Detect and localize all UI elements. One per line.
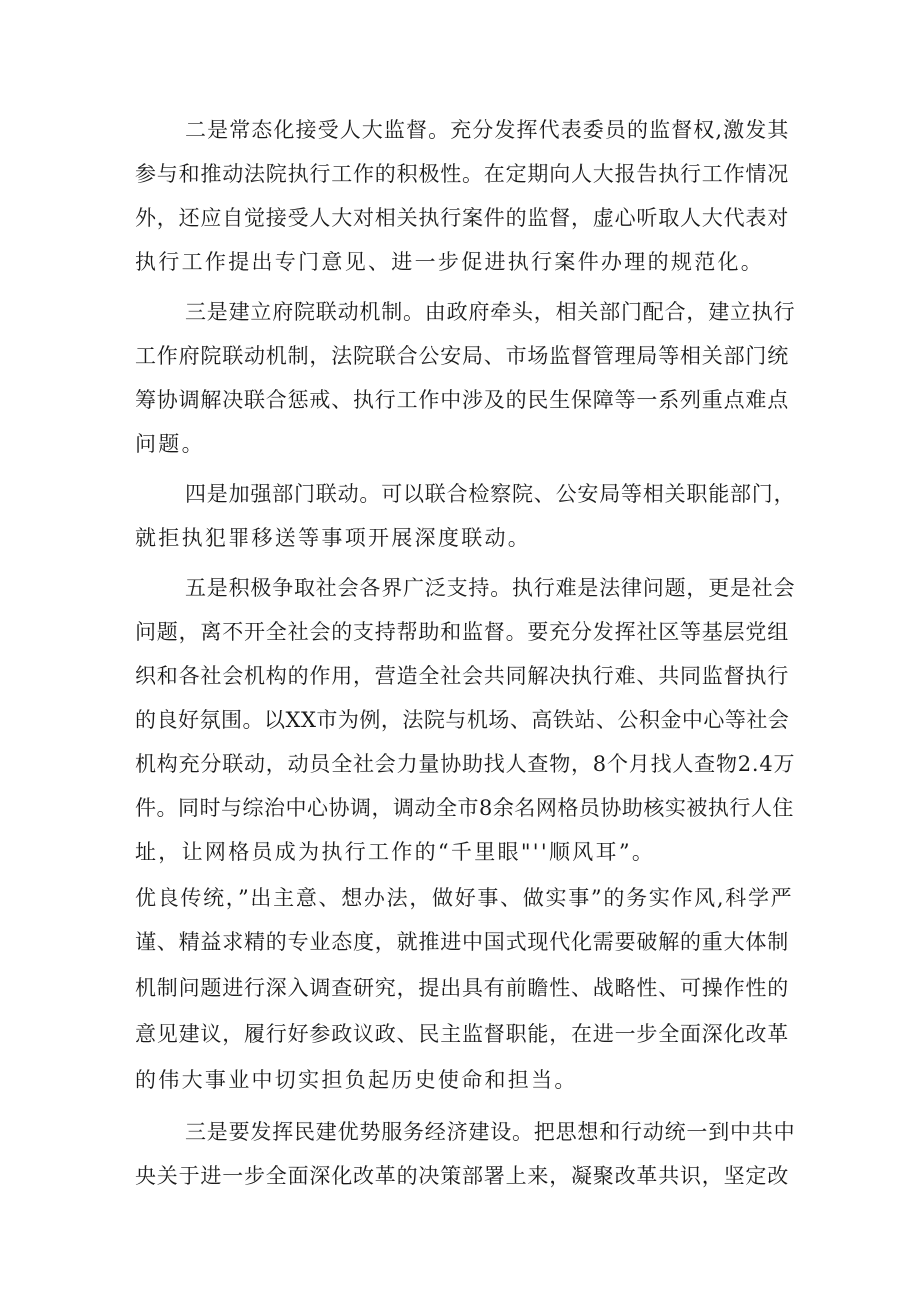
paragraph-6-line-4: 意见建议，履行好参政议政、民主监督职能，在进一步全面深化改革: [135, 1022, 789, 1046]
paragraph-3-line-4: 问题。: [135, 432, 205, 456]
paragraph-6-line-1: 优良传统，”出主意、想办法，做好事、做实事”的务实作风,科学严: [135, 886, 794, 910]
paragraph-3-line-3: 筹协调解决联合惩戒、执行工作中涉及的民生保障等一系列重点难点: [135, 388, 789, 412]
paragraph-2-line-2: 参与和推动法院执行工作的积极性。在定期向人大报告执行工作情况: [135, 162, 789, 186]
paragraph-6-line-2: 谨、精益求精的专业态度，就推进中国式现代化需要破解的重大体制: [135, 930, 789, 954]
paragraph-2-line-3: 外，还应自觉接受人大对相关执行案件的监督，虚心听取人大代表对: [135, 206, 789, 230]
paragraph-3-line-1: 三是建立府院联动机制。由政府牵头，相关部门配合，建立执行: [185, 300, 796, 324]
paragraph-2-line-1: 二是常态化接受人大监督。充分发挥代表委员的监督权,激发其: [185, 118, 790, 142]
paragraph-6-line-5: 的伟大事业中切实担负起历史使命和担当。: [135, 1068, 578, 1092]
paragraph-5-line-7: 址，让网格员成为执行工作的“千里眼"''顺风耳”。: [135, 840, 656, 864]
paragraph-5-line-4: 的良好氛围。以XX市为例，法院与机场、高铁站、公积金中心等社会: [135, 708, 790, 732]
paragraph-7-line-2: 央关于进一步全面深化改革的决策部署上来，凝聚改革共识，坚定改: [135, 1164, 789, 1188]
paragraph-7-line-1: 三是要发挥民建优势服务经济建设。把思想和行动统一到中共中: [185, 1120, 796, 1144]
paragraph-5-line-3: 织和各社会机构的作用，营造全社会共同解决执行难、共同监督执行: [135, 664, 789, 688]
paragraph-4-line-1: 四是加强部门联动。可以联合检察院、公安局等相关职能部门，: [185, 482, 796, 506]
paragraph-5-line-5: 机构充分联动，动员全社会力量协助找人查物，8个月找人查物2.4万: [135, 752, 796, 776]
paragraph-5-line-6: 件。同时与综治中心协调，调动全市8余名网格员协助核实被执行人住: [135, 796, 794, 820]
paragraph-3-line-2: 工作府院联动机制，法院联合公安局、市场监督管理局等相关部门统: [135, 344, 789, 368]
paragraph-6-line-3: 机制问题进行深入调查研究，提出具有前瞻性、战略性、可操作性的: [135, 976, 789, 1000]
paragraph-2-line-4: 执行工作提出专门意见、进一步促进执行案件办理的规范化。: [135, 250, 765, 274]
paragraph-4-line-2: 就拒执犯罪移送等事项开展深度联动。: [135, 526, 532, 550]
paragraph-5-line-2: 问题，离不开全社会的支持帮助和监督。要充分发挥社区等基层党组: [135, 620, 789, 644]
paragraph-5-line-1: 五是积极争取社会各界广泛支持。执行难是法律问题，更是社会: [185, 576, 796, 600]
